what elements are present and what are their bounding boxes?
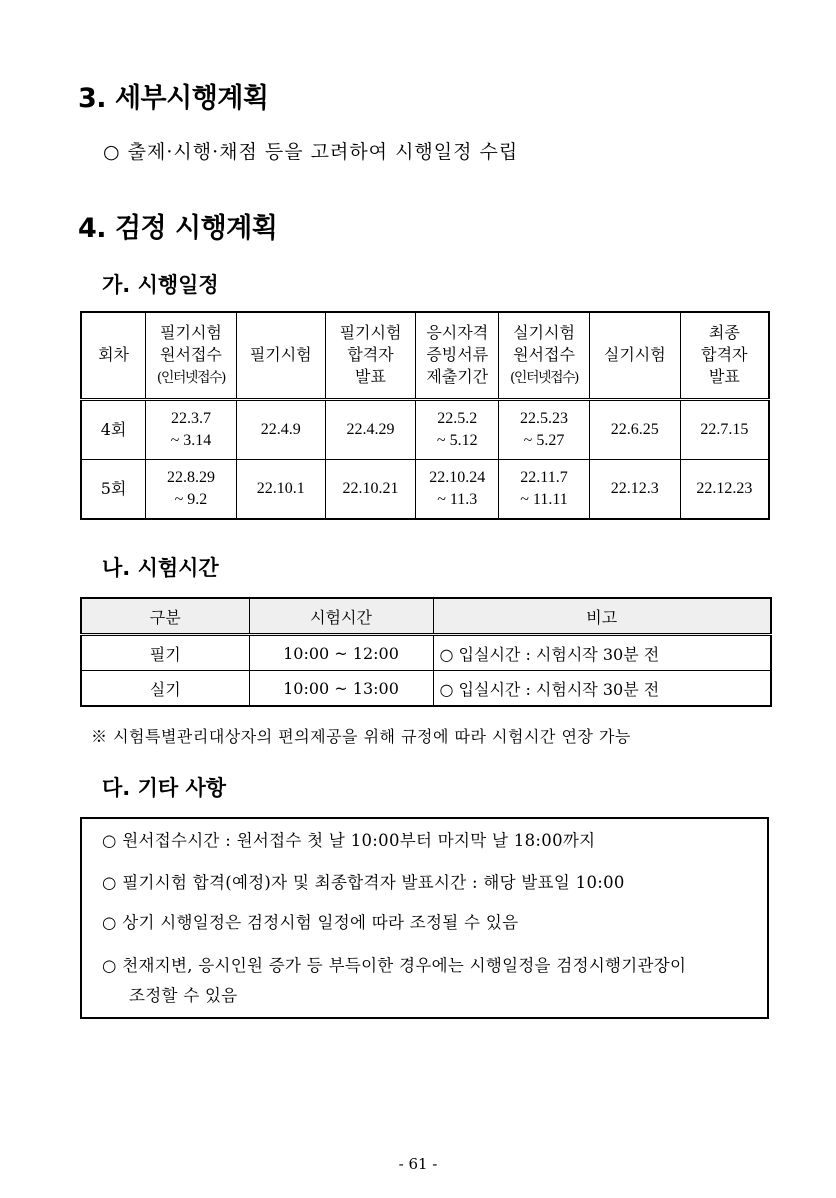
header-final-result: 최종 합격자 발표 xyxy=(680,312,769,399)
written-apply-cell: 22.3.7 ~ 3.14 xyxy=(146,399,237,459)
final-result-cell: 22.7.15 xyxy=(680,399,769,459)
table-row xyxy=(81,459,769,519)
list-item: ○ 상기 시행일정은 검정시험 일정에 따라 조정될 수 있음 xyxy=(102,913,519,932)
table-row xyxy=(81,635,771,671)
list-item: ○ 필기시험 합격(예정)자 및 최종합격자 발표시간 : 해당 발표일 10:00 xyxy=(102,873,625,892)
header-written-result: 필기시험 합격자 발표 xyxy=(325,312,416,399)
practical-apply-cell: 22.11.7 ~ 11.11 xyxy=(499,459,590,519)
header-round: 회차 xyxy=(81,312,146,399)
header-practical-exam: 실기시험 xyxy=(589,312,680,399)
written-result-cell: 22.10.21 xyxy=(325,459,416,519)
table-row xyxy=(81,671,771,707)
round-cell: 4회 xyxy=(81,399,146,459)
header-practical-apply: 실기시험 원서접수 (인터넷접수) xyxy=(499,312,590,399)
time-cell: 10:00 ~ 13:00 xyxy=(249,671,433,707)
type-cell: 실기 xyxy=(81,671,249,707)
other-notes-box xyxy=(80,817,769,1019)
page-number: - 61 - xyxy=(398,1155,438,1173)
written-apply-cell: 22.8.29 ~ 9.2 xyxy=(146,459,237,519)
other-title: 다. 기타 사항 xyxy=(102,776,227,800)
section-3-bullet: ○ 출제·시행·채점 등을 고려하여 시행일정 수립 xyxy=(103,141,519,163)
round-cell: 5회 xyxy=(81,459,146,519)
note-cell: ○ 입실시간 : 시험시작 30분 전 xyxy=(433,635,771,671)
final-result-cell: 22.12.23 xyxy=(680,459,769,519)
exam-time-title: 나. 시험시간 xyxy=(102,556,219,580)
section-4-title: 4. 검정 시행계획 xyxy=(78,213,278,244)
header-time: 시험시간 xyxy=(249,598,433,635)
list-item: ○ 천재지변, 응시인원 증가 등 부득이한 경우에는 시행일정을 검정시행기관장이 xyxy=(102,956,687,975)
header-written-apply: 필기시험 원서접수 (인터넷접수) xyxy=(146,312,237,399)
written-exam-cell: 22.10.1 xyxy=(236,459,325,519)
schedule-title: 가. 시행일정 xyxy=(102,273,219,297)
written-result-cell: 22.4.29 xyxy=(325,399,416,459)
practical-exam-cell: 22.12.3 xyxy=(589,459,680,519)
table-row xyxy=(81,399,769,459)
exam-time-header-row xyxy=(81,598,771,635)
section-3-title: 3. 세부시행계획 xyxy=(78,83,269,114)
written-exam-cell: 22.4.9 xyxy=(236,399,325,459)
list-item: ○ 원서접수시간 : 원서접수 첫 날 10:00부터 마지막 날 18:00까지 xyxy=(102,831,596,850)
schedule-table xyxy=(80,311,770,520)
exam-time-table xyxy=(80,597,772,707)
doc-submit-cell: 22.5.2 ~ 5.12 xyxy=(416,399,499,459)
practical-exam-cell: 22.6.25 xyxy=(589,399,680,459)
list-item-continuation: 조정할 수 있음 xyxy=(129,986,238,1005)
type-cell: 필기 xyxy=(81,635,249,671)
header-type: 구분 xyxy=(81,598,249,635)
practical-apply-cell: 22.5.23 ~ 5.27 xyxy=(499,399,590,459)
exam-time-footnote: ※ 시험특별관리대상자의 편의제공을 위해 규정에 따라 시험시간 연장 가능 xyxy=(91,727,631,746)
time-cell: 10:00 ~ 12:00 xyxy=(249,635,433,671)
doc-submit-cell: 22.10.24 ~ 11.3 xyxy=(416,459,499,519)
note-cell: ○ 입실시간 : 시험시작 30분 전 xyxy=(433,671,771,707)
header-written-exam: 필기시험 xyxy=(236,312,325,399)
header-note: 비고 xyxy=(433,598,771,635)
header-doc-submit: 응시자격 증빙서류 제출기간 xyxy=(416,312,499,399)
schedule-header-row xyxy=(81,312,769,399)
